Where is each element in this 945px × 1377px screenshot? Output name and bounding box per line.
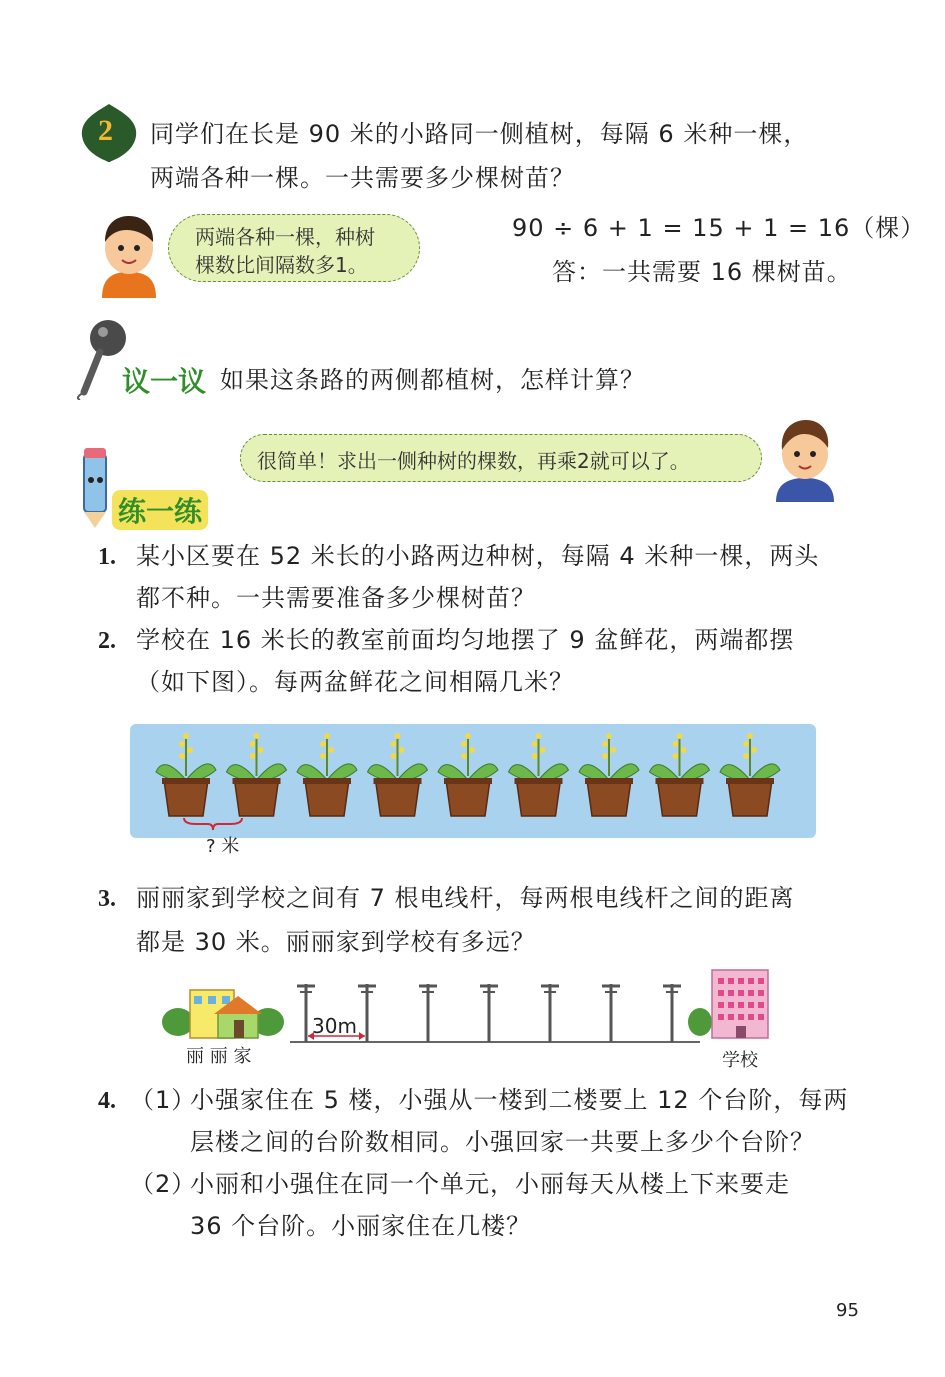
flower-pot xyxy=(156,733,216,816)
distance-label: 30m xyxy=(312,1014,357,1038)
utility-pole xyxy=(541,984,559,1042)
flower-pot xyxy=(720,733,780,816)
discuss-label: 议一议 xyxy=(122,365,207,398)
microphone-icon xyxy=(74,316,128,400)
page-number: 95 xyxy=(836,1300,859,1321)
discuss-bubble xyxy=(240,434,762,482)
q1-line1: 某小区要在 52 米长的小路两边种树，每隔 4 米种一棵，两头 xyxy=(136,542,820,570)
practice-label-text: 练一练 xyxy=(118,495,203,528)
home-label: 丽 丽 家 xyxy=(186,1046,252,1067)
q2-line1: 学校在 16 米长的教室前面均匀地摆了 9 盆鲜花，两端都摆 xyxy=(136,626,795,654)
q1-number: 1. xyxy=(98,544,116,570)
hint-line1: 两端各种一棵，种树 xyxy=(195,225,375,249)
boy-icon xyxy=(772,416,838,502)
example-text-line2: 两端各种一棵。一共需要多少棵树苗？ xyxy=(150,164,575,192)
q3-line1: 丽丽家到学校之间有 7 根电线杆，每两根电线杆之间的距离 xyxy=(136,884,795,912)
utility-pole xyxy=(602,984,620,1042)
utility-pole xyxy=(419,984,437,1042)
q4-p2-label: （2） xyxy=(130,1170,197,1198)
q3-number: 3. xyxy=(98,886,116,912)
gap-brace xyxy=(182,816,244,832)
utility-pole xyxy=(480,984,498,1042)
flower-pot xyxy=(509,733,569,816)
q1-line2: 都不种。一共需要准备多少棵树苗？ xyxy=(136,584,536,612)
q4-p1-label: （1） xyxy=(130,1086,197,1114)
q2-number: 2. xyxy=(98,628,116,654)
q4-p2-line2: 36 个台阶。小丽家住在几楼？ xyxy=(190,1212,532,1240)
flower-pot xyxy=(297,733,357,816)
boy-icon xyxy=(96,212,162,298)
gap-label: ? 米 xyxy=(206,836,240,857)
flower-pot xyxy=(579,733,639,816)
discuss-bubble-text: 很简单！求出一侧种树的棵数，再乘2就可以了。 xyxy=(257,449,690,473)
hint-bubble xyxy=(168,214,420,282)
q4-number: 4. xyxy=(98,1088,116,1114)
flower-pot xyxy=(227,733,287,816)
school-label: 学校 xyxy=(722,1050,758,1071)
q2-line2: （如下图）。每两盆鲜花之间相隔几米？ xyxy=(136,668,574,696)
practice-label xyxy=(112,490,208,530)
example-number: 2 xyxy=(98,114,113,147)
utility-pole xyxy=(663,984,681,1042)
q4-p1-line1: 小强家住在 5 楼，小强从一楼到二楼要上 12 个台阶，每两 xyxy=(190,1086,849,1114)
home-icon xyxy=(160,984,286,1042)
discuss-question: 如果这条路的两侧都植树，怎样计算？ xyxy=(220,366,645,394)
q4-p2-line1: 小丽和小强住在同一个单元，小丽每天从楼上下来要走 xyxy=(190,1170,790,1198)
q3-line2: 都是 30 米。丽丽家到学校有多远？ xyxy=(136,928,536,956)
example-badge xyxy=(78,102,140,164)
hint-line2: 棵数比间隔数多1。 xyxy=(195,253,368,277)
school-icon xyxy=(686,966,778,1042)
boy2-avatar xyxy=(772,416,838,502)
boy-avatar xyxy=(96,212,162,298)
example-text-line1: 同学们在长是 90 米的小路同一侧植树，每隔 6 米种一棵， xyxy=(150,120,809,148)
flower-pot xyxy=(650,733,710,816)
answer: 答：一共需要 16 棵树苗。 xyxy=(552,258,852,286)
equation: 90 ÷ 6 + 1 = 15 + 1 = 16（棵） xyxy=(512,214,926,242)
flower-pot xyxy=(438,733,498,816)
q4-p1-line2: 层楼之间的台阶数相同。小强回家一共要上多少个台阶？ xyxy=(190,1128,815,1156)
flower-pot xyxy=(368,733,428,816)
